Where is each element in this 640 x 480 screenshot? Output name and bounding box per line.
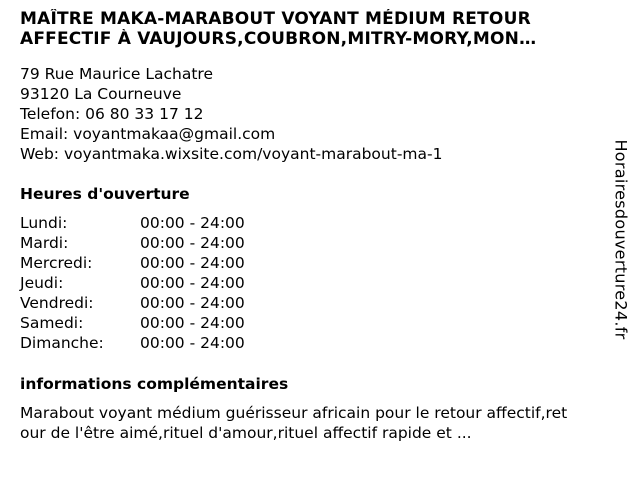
opening-hours-table: [20, 213, 245, 353]
opening-hours-heading: Heures d'ouverture: [20, 185, 190, 203]
day-label: Dimanche:: [20, 334, 104, 352]
time-range: 00:00 - 24:00: [140, 234, 245, 252]
time-range: 00:00 - 24:00: [140, 254, 245, 272]
hours-row-monday: [20, 213, 245, 233]
description-line-1: Marabout voyant médium guérisseur africain pour le retour affectif,ret: [20, 404, 568, 422]
hours-row-thursday: [20, 273, 245, 293]
phone-number: Telefon: 06 80 33 17 12: [20, 105, 204, 123]
hours-row-saturday: [20, 313, 245, 333]
time-range: 00:00 - 24:00: [140, 314, 245, 332]
contact-block: [20, 64, 442, 164]
hours-row-tuesday: [20, 233, 245, 253]
email-address: Email: voyantmakaa@gmail.com: [20, 125, 276, 143]
time-range: 00:00 - 24:00: [140, 294, 245, 312]
time-range: 00:00 - 24:00: [140, 214, 245, 232]
listing-title: [20, 9, 620, 49]
city-postal: 93120 La Courneuve: [20, 85, 182, 103]
day-label: Jeudi:: [20, 274, 64, 292]
listing-title-line-1: MAÎTRE MAKA-MARABOUT VOYANT MÉDIUM RETOUR: [20, 9, 531, 29]
day-label: Mardi:: [20, 234, 69, 252]
day-label: Vendredi:: [20, 294, 94, 312]
watermark-text: Horairesdouverture24.fr: [611, 138, 631, 340]
street-address: 79 Rue Maurice Lachatre: [20, 65, 213, 83]
time-range: 00:00 - 24:00: [140, 334, 245, 352]
description-text: [20, 403, 635, 443]
day-label: Samedi:: [20, 314, 84, 332]
day-label: Lundi:: [20, 214, 68, 232]
site-watermark: [608, 134, 634, 344]
day-label: Mercredi:: [20, 254, 93, 272]
hours-row-friday: [20, 293, 245, 313]
hours-row-sunday: [20, 333, 245, 353]
description-line-2: our de l'être aimé,rituel d'amour,rituel affectif rapide et ...: [20, 424, 472, 442]
website-url: Web: voyantmaka.wixsite.com/voyant-marabout-ma-1: [20, 145, 443, 163]
additional-info-heading: informations complémentaires: [20, 375, 289, 393]
time-range: 00:00 - 24:00: [140, 274, 245, 292]
listing-title-line-2: AFFECTIF À VAUJOURS,COUBRON,MITRY-MORY,MON…: [20, 29, 537, 49]
hours-row-wednesday: [20, 253, 245, 273]
